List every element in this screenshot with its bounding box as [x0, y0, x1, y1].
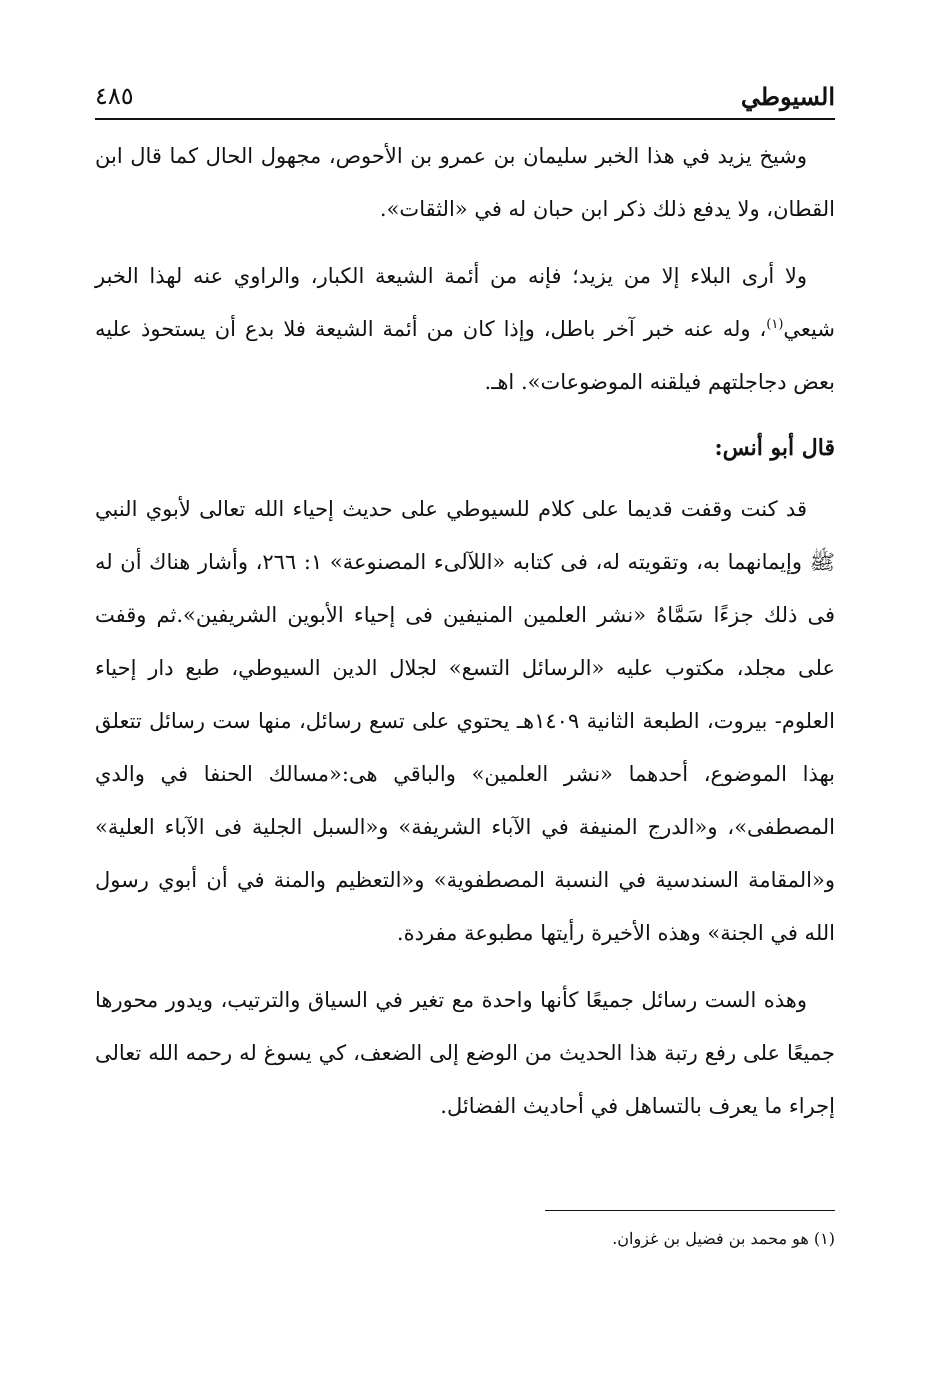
page-header: [95, 78, 835, 120]
paragraph-2-part-1: ولا أرى البلاء إلا من يزيد؛ فإنه من أئمة الشيعة الكبار، والراوي عنه لهذا الخبر شيعي: [95, 264, 835, 341]
body-text: [95, 130, 835, 1133]
running-title: السيوطي: [740, 82, 835, 111]
section-heading: قال أبو أنس:: [714, 435, 835, 461]
paragraph-2-part-2: ، وله عنه خبر آخر باطل، وإذا كان من أئمة الشيعة فلا بدع أن يستحوذ عليه بعض دجاجلتهم فيلقنه الموضوعات». اهـ.: [95, 317, 835, 394]
paragraph-1: وشيخ يزيد في هذا الخبر سليمان بن عمرو بن الأحوص، مجهول الحال كما قال ابن القطان، ولا يدفع ذلك ذكر ابن حبان له في «الثقات».: [95, 144, 835, 221]
paragraph-4: وهذه الست رسائل جميعًا كأنها واحدة مع تغير في السياق والترتيب، ويدور محورها جميعًا على رفع رتبة هذا الحديث من الوضع إلى الضعف، كي يسوغ له رحمه الله تعالى إجراء ما يعرف بالتساهل في أحاديث الفضائل.: [95, 988, 835, 1118]
footnote: (١) هو محمد بن فضيل بن غزوان.: [612, 1229, 835, 1248]
book-page: [95, 78, 835, 1328]
paragraph-2: [95, 250, 835, 409]
footnote-divider: [545, 1210, 835, 1211]
paragraph-3: قد كنت وقفت قديما على كلام للسيوطي على حديث إحياء الله تعالى لأبوي النبي ﷺ وإيمانهما به، وتقويته له، فى كتابه «اللآلىء المصنوعة» ١: ٢٦٦، وأشار هناك أن له فى ذلك جزءًا سَمَّاهُ «نشر العلمين المنيفين فى إحياء الأبوين الشريفين».ثم وقفت على مجلد، مكتوب عليه «الرسائل التسع» لجلال الدين السيوطي، طبع دار إحياء العلوم- بيروت، الطبعة الثانية ١٤٠٩هـ يحتوي على تسع رسائل، منها ست رسائل تتعلق بهذا الموضوع، أحدهما «نشر العلمين» والباقي هى:«مسالك الحنفا في والدي المصطفى»، و«الدرج المنيفة في الآباء الشريفة» و«السبل الجلية فى الآباء العلية» و«المقامة السندسية في النسبة المصطفوية» و«التعظيم والمنة في أن أبوي رسول الله في الجنة» وهذه الأخيرة رأيتها مطبوعة مفردة.: [95, 497, 835, 945]
footnote-reference: (١): [766, 317, 784, 332]
page-number: ٤٨٥: [95, 82, 134, 110]
